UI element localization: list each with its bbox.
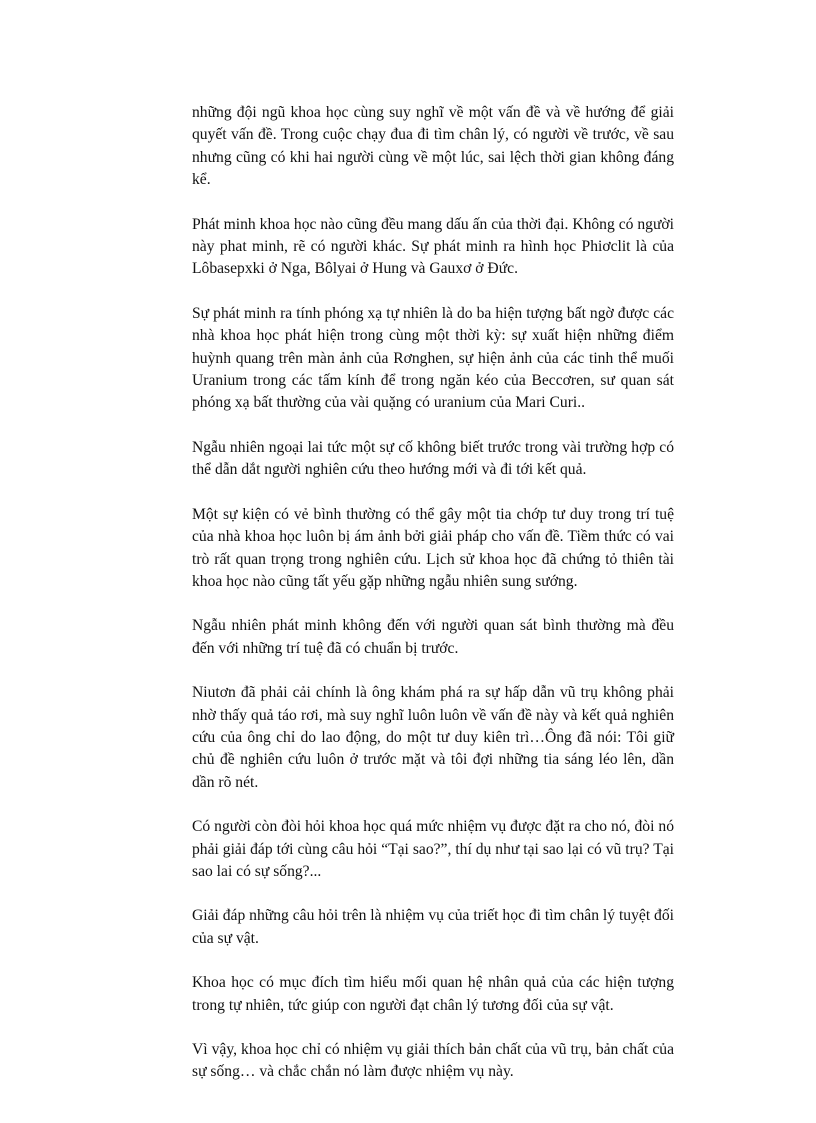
paragraph-3: Sự phát minh ra tính phóng xạ tự nhiên là do ba hiện tượng bất ngờ được các nhà khoa học phát hiện trong cùng một thời kỳ: sự xuất hiện những điểm huỳnh quang trên màn ảnh của Rơnghen, sự hiện ảnh của các tinh thể muối Uranium trong các tấm kính để trong ngăn kéo của Beccơren, sư quan sát phóng xạ bất thường của vài quặng có uranium của Mari Curi.. [192,304,674,412]
paragraph-1: những đội ngũ khoa học cùng suy nghĩ về một vấn đề và về hướng để giải quyết vấn đề. Trong cuộc chạy đua đi tìm chân lý, có người về trước, về sau nhưng cũng có khi hai người cùng về một lúc, sai lệch thời gian không đáng kể. [192,104,674,189]
paragraph-7: Niutơn đã phải cải chính là ông khám phá ra sự hấp dẫn vũ trụ không phải nhờ thấy quả táo rơi, mà suy nghĩ luôn luôn về vấn đề này và kết quả nghiên cứu của ông chỉ do lao động, do một tư duy kiên trì…Ông đã nói: Tôi giữ chủ đề nghiên cứu luôn ở trước mặt và tôi đợi những tia sáng léo lên, dần dần rõ nét. [192,684,674,791]
paragraph-4: Ngẫu nhiên ngoại lai tức một sự cố không biết trước trong vài trường hợp có thể dẫn dắt người nghiên cứu theo hướng mới và đi tới kết quả. [192,438,674,479]
document-body [192,102,674,1084]
paragraph-6: Ngẫu nhiên phát minh không đến với người quan sát bình thường mà đều đến với những trí tuệ đã có chuẩn bị trước. [192,617,674,657]
paragraph-11: Vì vậy, khoa học chỉ có nhiệm vụ giải thích bản chất của vũ trụ, bản chất của sự sống… và chắc chắn nó làm được nhiệm vụ này. [192,1041,674,1081]
paragraph-9: Giải đáp những câu hỏi trên là nhiệm vụ của triết học đi tìm chân lý tuyệt đối của sự vật. [192,907,674,947]
paragraph-5: Một sự kiện có vẻ bình thường có thể gây một tia chớp tư duy trong trí tuệ của nhà khoa học luôn bị ám ảnh bởi giải pháp cho vấn đề. Tiềm thức có vai trò rất quan trọng trong nghiên cứu. Lịch sử khoa học đã chứng tỏ thiên tài khoa học nào cũng tất yếu gặp những ngẫu nhiên sung sướng. [192,505,674,590]
paragraph-8: Có người còn đòi hỏi khoa học quá mức nhiệm vụ được đặt ra cho nó, đòi nó phải giải đáp tới cùng câu hỏi “Tại sao?”, thí dụ như tại sao lại có vũ trụ? Tại sao lai có sự sống?... [192,818,674,880]
paragraph-2: Phát minh khoa học nào cũng đều mang dấu ấn của thời đại. Không có người này phat minh, rẽ có người khác. Sự phát minh ra hình học Phiơclit là của Lôbasepxki ở Nga, Bôlyai ở Hung và Gauxơ ở Đức. [192,215,674,278]
paragraph-10: Khoa học có mục đích tìm hiểu mối quan hệ nhân quả của các hiện tượng trong tự nhiên, tức giúp con người đạt chân lý tương đối của sự vật. [192,974,674,1014]
